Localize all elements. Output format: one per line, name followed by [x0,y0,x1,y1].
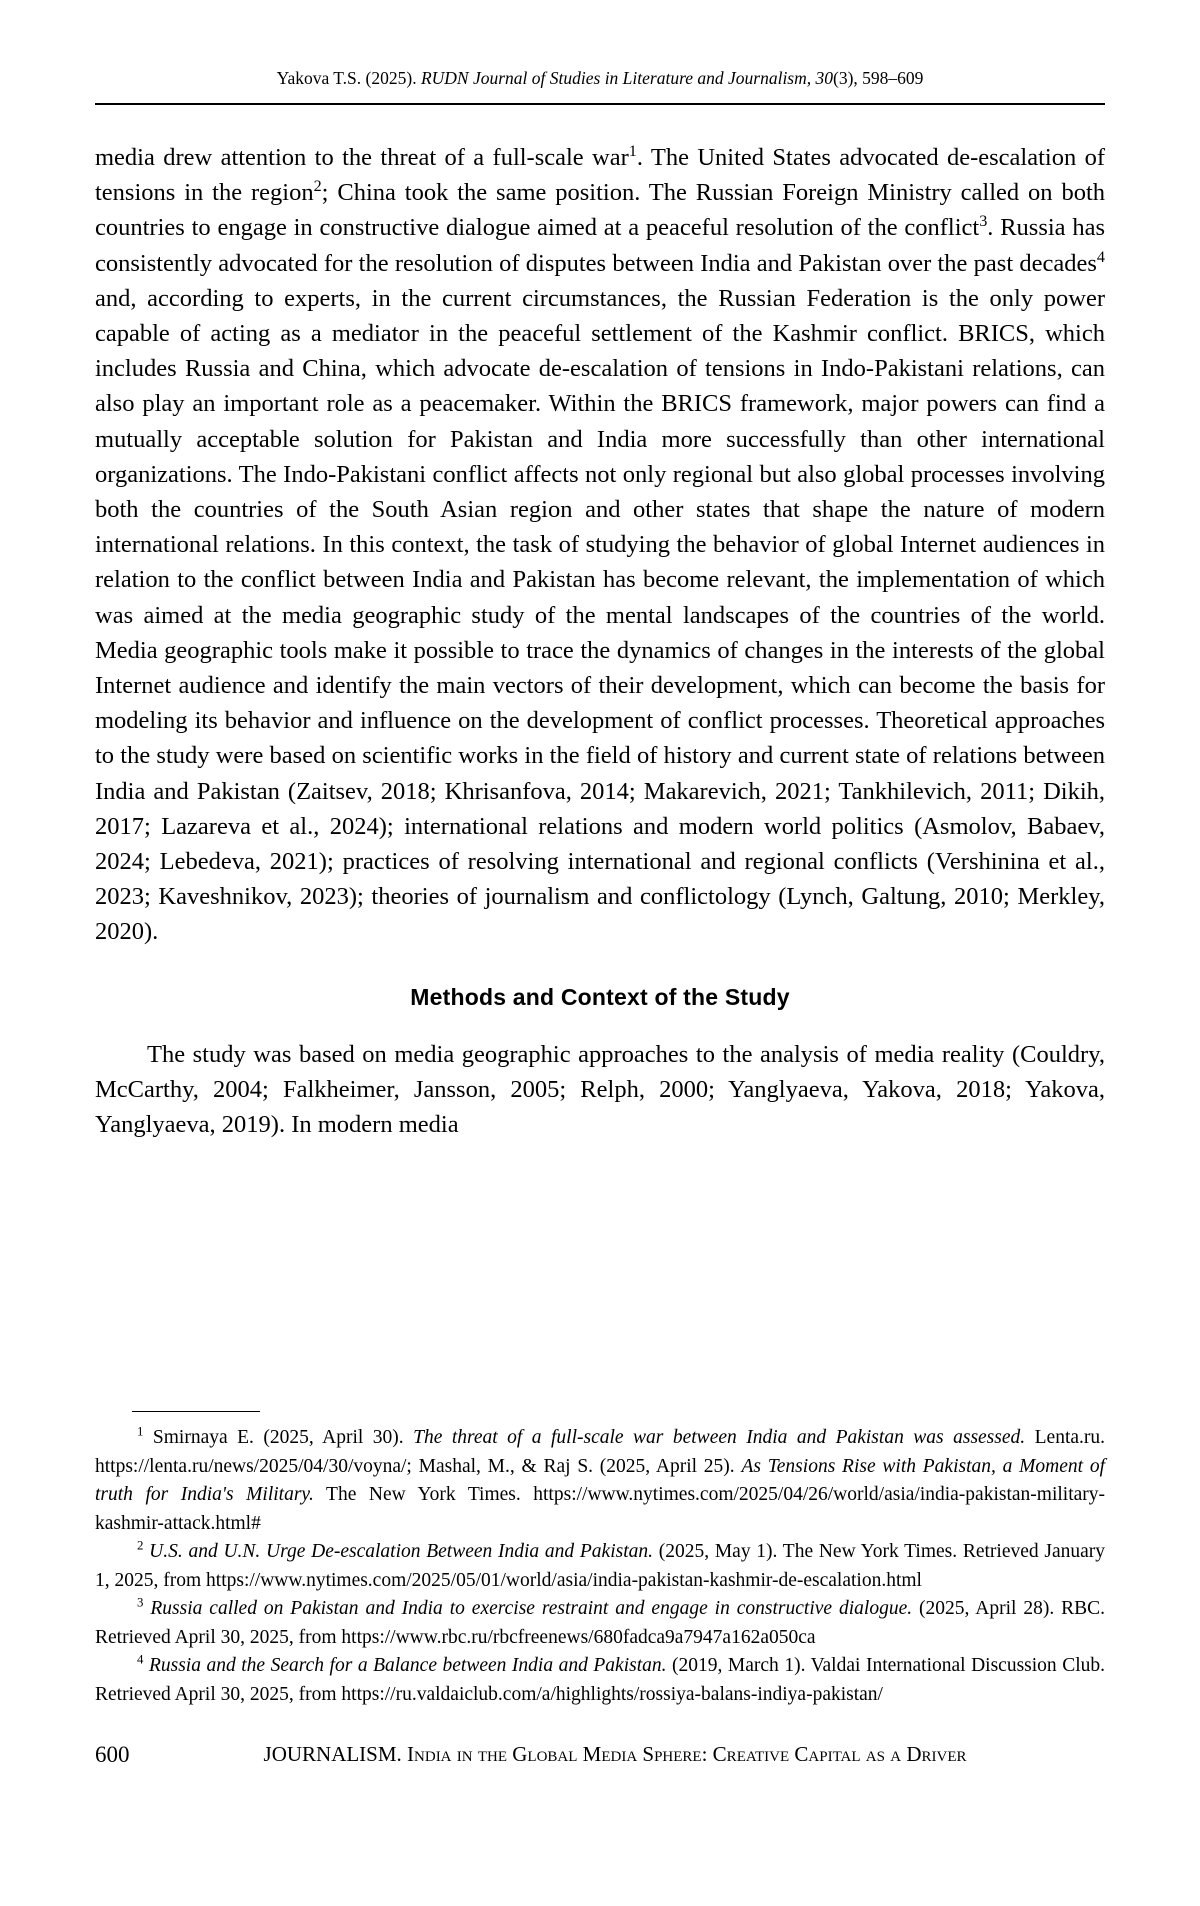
footnote-marker-4: 4 [137,1652,144,1667]
footnote-ref-4[interactable]: 4 [1096,248,1105,266]
footnote-2-title: U.S. and U.N. Urge De-escalation Between India and Pakistan. [149,1541,653,1562]
footnote-1-title-1: The threat of a full-scale war between India and Pakistan was assessed. [413,1427,1026,1448]
footnote-1-text-c: Lenta.ru. https://lenta.ru/news/2025/04/30/voyna/; Mashal, M., & Raj S. (2025, April 25). [95,1427,1106,1477]
footnote-marker-2: 2 [137,1538,144,1553]
footnote-3-text: (2025, April 28). RBC. Retrieved April 30, 2025, from https://www.rbc.ru/rbcfreenews/680fadca9a7947a162a050ca [95,1598,1106,1648]
footnote-marker-3: 3 [137,1595,144,1610]
footer-title-lead: JOURNALISM. [263,1742,408,1766]
para1-text-2: . The United States advocated de-escalation of tensions in the region [95,144,1105,207]
footnote-item-2 [95,1538,1105,1595]
footnote-ref-3[interactable]: 3 [979,213,988,231]
footnote-ref-2[interactable]: 2 [313,178,322,196]
footnote-4-text: (2019, March 1). Valdai International Discussion Club. Retrieved April 30, 2025, from https://ru.valdaiclub.com/a/highlights/rossiya-balans-indiya-pakistan/ [95,1655,1106,1705]
paragraph-methods-intro: The study was based on media geographic approaches to the analysis of media reality (Couldry, McCarthy, 2004; Falkheimer, Jansson, 2005; Relph, 2000; Yanglyaeva, Yakova, 2018; Yakova, Yanglyaeva, 2019). In modern media [95,1040,1105,1139]
para1-text-4: . Russia has consistently advocated for the resolution of disputes between India and Pakistan over the past decades [95,214,1106,277]
footnote-marker-1: 1 [137,1424,144,1439]
footnote-item-3 [95,1595,1105,1652]
footnote-1-text-a: Smirnaya E. (2025, April 30). [143,1427,414,1448]
para1-text-1: media drew attention to the threat of a full-scale war [95,144,629,171]
footnote-2-text: (2025, May 1). The New York Times. Retrieved January 1, 2025, from https://www.nytimes.com/2025/05/01/world/asia/india-pakistan-kashmir-de-escalation.html [95,1541,1106,1591]
running-head-pages: (3), 598–609 [833,68,924,88]
header-divider [95,103,1105,105]
footnote-1-title-2: As Tensions Rise with Pakistan, a Moment of truth for India's Military. [95,1455,1105,1505]
para1-text-5: and, according to experts, in the current circumstances, the Russian Federation is the only power capable of acting as a mediator in the peaceful settlement of the Kashmir conflict. BRICS, which includes Russia and China, which advocate de-escalation of tensions in Indo-Pakistani relations, can also play an important role as a peacemaker. Within the BRICS framework, major powers can find a mutually acceptable solution for Pakistan and India more successfully than other international organizations. The Indo-Pakistani conflict affects not only regional but also global processes involving both the countries of the South Asian region and other states that shape the nature of modern international relations. In this context, the task of studying the behavior of global Internet audiences in relation to the conflict between India and Pakistan has become relevant, the implementation of which was aimed at the media geographic study of the mental landscapes of the countries of the world. Media geographic tools make it possible to trace the dynamics of changes in the interests of the global Internet audience and identify the main vectors of their development, which can become the basis for modeling its behavior and influence on the development of conflict processes. Theoretical approaches to the study were based on scientific works in the field of history and current state of relations between India and Pakistan (Zaitsev, 2018; Khrisanfova, 2014; Makarevich, 2021; Tankhilevich, 2011; Dikih, 2017; Lazareva et al., 2024); international relations and modern world politics (Asmolov, Babaev, 2024; Lebedeva, 2021); practices of resolving international and regional conflicts (Vershinina et al., 2023; Kaveshnikov, 2023); theories of journalism and conflictology (Lynch, Galtung, 2010; Merkley, 2020). [95,284,1105,946]
page-number: 600 [95,1742,130,1767]
footnote-separator [132,1411,260,1412]
running-head-author: Yakova T.S. (2025). [276,68,421,88]
footnote-3-title: Russia called on Pakistan and India to exercise restraint and engage in constructive dialogue. [150,1598,913,1619]
section-heading-methods: Methods and Context of the Study [410,983,790,1010]
footnote-item-4 [95,1652,1105,1709]
page-footer [95,1742,1105,1772]
footnote-item-1 [95,1424,1105,1538]
footnote-4-title: Russia and the Search for a Balance between India and Pakistan. [148,1655,667,1676]
article-body [95,140,1105,1142]
running-head-journal: RUDN Journal of Studies in Literature and Journalism, 30 [420,68,834,88]
footnotes-block [95,1424,1105,1709]
footnote-ref-1[interactable]: 1 [628,142,637,160]
para1-text-3: ; China took the same position. The Russian Foreign Ministry called on both countries to engage in constructive dialogue aimed at a peaceful resolution of the conflict [95,179,1106,242]
footer-title-smallcaps: India in the Global Media Sphere: Creative Capital as a Driver [407,1742,967,1766]
footer-section-title [95,1742,1105,1767]
paragraph-continued [95,140,1105,950]
running-head [0,68,1200,89]
footnote-1-text-e: The New York Times. https://www.nytimes.com/2025/04/26/world/asia/india-pakistan-military-kashmir-attack.html# [95,1484,1106,1534]
